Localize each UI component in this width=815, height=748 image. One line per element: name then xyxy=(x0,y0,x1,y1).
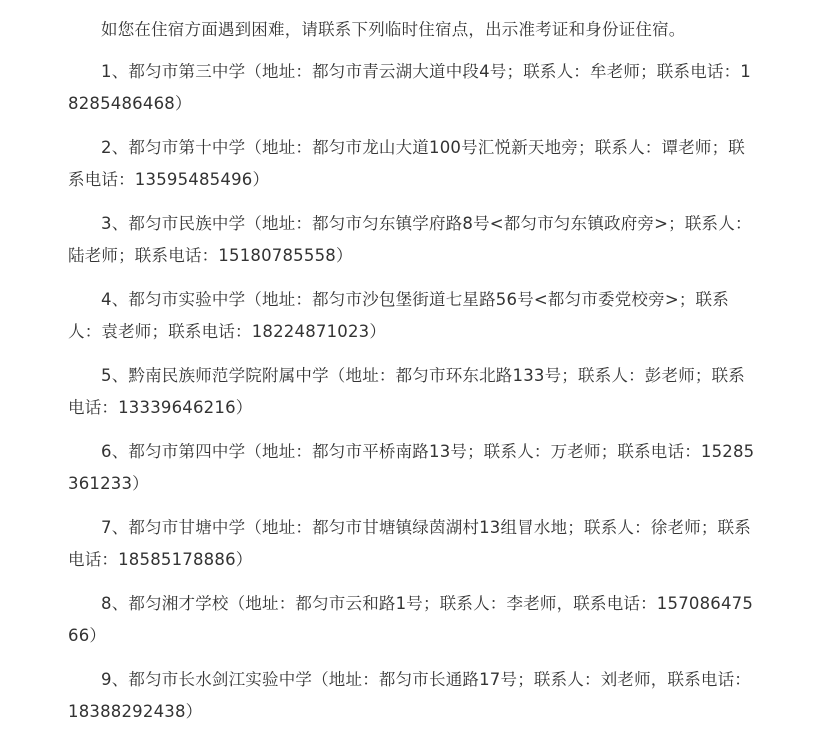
accommodation-item-7: 7、都匀市甘塘中学（地址：都匀市甘塘镇绿茵湖村13组冒水地；联系人：徐老师；联系电话：18585178886） xyxy=(68,518,751,569)
accommodation-item-3: 3、都匀市民族中学（地址：都匀市匀东镇学府路8号<都匀市匀东镇政府旁>；联系人：陆老师；联系电话：15180785558） xyxy=(68,214,752,265)
accommodation-item-1: 1、都匀市第三中学（地址：都匀市青云湖大道中段4号；联系人：牟老师；联系电话：18285486468） xyxy=(68,62,751,113)
accommodation-item-4: 4、都匀市实验中学（地址：都匀市沙包堡街道七星路56号<都匀市委党校旁>；联系人：袁老师；联系电话：18224871023） xyxy=(68,290,729,341)
accommodation-item-2: 2、都匀市第十中学（地址：都匀市龙山大道100号汇悦新天地旁；联系人：谭老师；联系电话：13595485496） xyxy=(68,138,745,189)
intro-paragraph: 如您在住宿方面遇到困难，请联系下列临时住宿点，出示准考证和身份证住宿。 xyxy=(101,20,686,39)
accommodation-item-9: 9、都匀市长水剑江实验中学（地址：都匀市长通路17号；联系人：刘老师，联系电话：18388292438） xyxy=(68,670,751,721)
accommodation-item-6: 6、都匀市第四中学（地址：都匀市平桥南路13号；联系人：万老师；联系电话：15285361233） xyxy=(68,442,755,493)
accommodation-item-5: 5、黔南民族师范学院附属中学（地址：都匀市环东北路133号；联系人：彭老师；联系电话：13339646216） xyxy=(68,366,745,417)
accommodation-item-8: 8、都匀湘才学校（地址：都匀市云和路1号；联系人：李老师，联系电话：15708647566） xyxy=(68,594,754,645)
